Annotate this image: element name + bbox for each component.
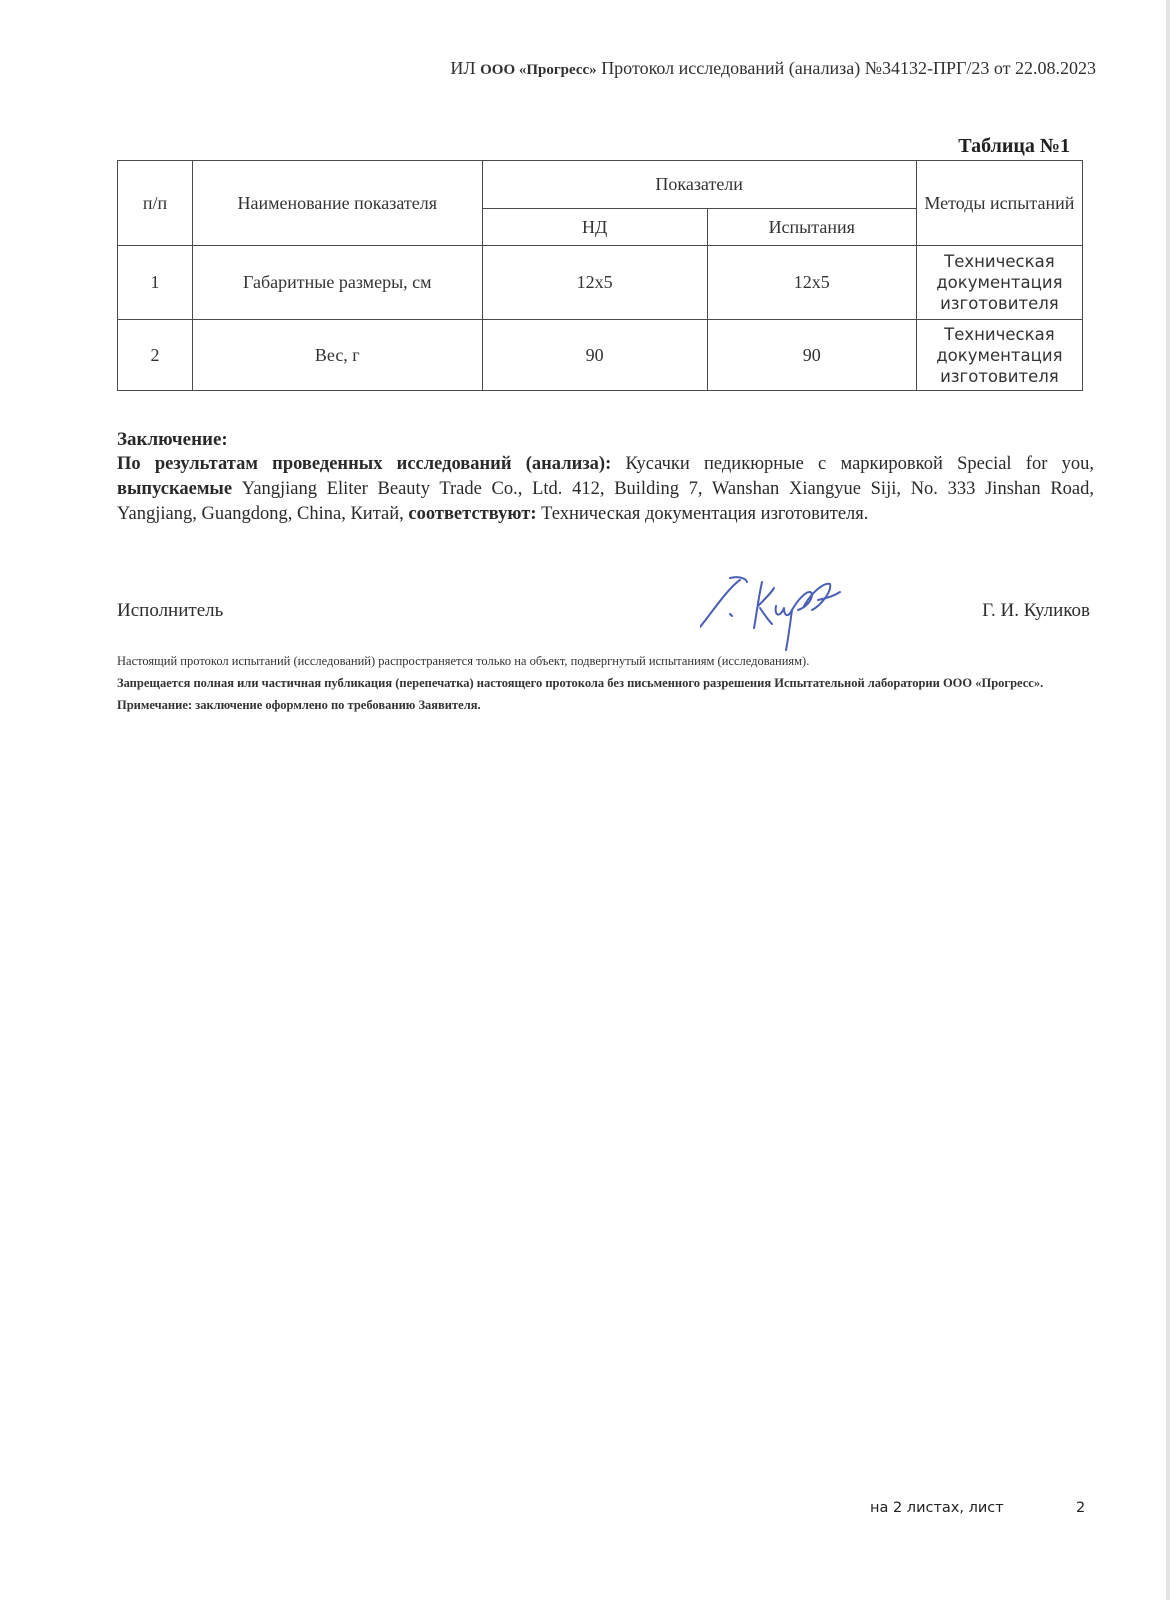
header-num: п/п (118, 161, 193, 246)
table-row (118, 320, 1083, 391)
note-prohibition: Запрещается полная или частичная публикация (перепечатка) настоящего протокола без письменного разрешения Испытательной лаборатории ООО «Прогресс». (117, 676, 1044, 690)
issued-label: выпускаемые (117, 479, 233, 499)
row-num: 2 (118, 320, 193, 391)
protocol-number: Протокол исследований (анализа) №34132-ПРГ/23 от 22.08.2023 (596, 58, 1096, 78)
header-name: Наименование показателя (193, 161, 482, 246)
organization-name: ООО «Прогресс» (480, 62, 597, 78)
row-method: Техническая документация изготовителя (916, 320, 1082, 391)
lab-prefix: ИЛ (450, 58, 481, 78)
conform-label: соответствуют: (408, 504, 537, 524)
row-test: 90 (707, 320, 916, 391)
results-table (117, 160, 1083, 391)
table-title: Таблица №1 (958, 135, 1070, 157)
header-methods: Методы испытаний (916, 161, 1082, 246)
table-header-row (118, 161, 1083, 209)
conclusion-product: Кусачки педикюрные с маркировкой Special for you, (611, 454, 1094, 474)
header-test: Испытания (707, 209, 916, 246)
page-edge (1166, 0, 1170, 1600)
signer-role: Исполнитель (117, 600, 224, 621)
row-name: Вес, г (193, 320, 482, 391)
row-method: Техническая документация изготовителя (916, 246, 1082, 320)
row-nd: 90 (482, 320, 707, 391)
document-header (0, 58, 1096, 79)
table-row (118, 246, 1083, 320)
signer-name: Г. И. Куликов (982, 600, 1090, 621)
row-test: 12х5 (707, 246, 916, 320)
note-scope: Настоящий протокол испытаний (исследований) распространяется только на объект, подвергнутый испытаниям (исследованиям). (117, 654, 810, 668)
conclusion-title: Заключение: (117, 429, 228, 450)
conclusion-section (117, 427, 1094, 527)
page-number: 2 (1076, 1500, 1086, 1516)
conclusion-standard: Техническая документация изготовителя. (536, 504, 869, 524)
row-name: Габаритные размеры, см (193, 246, 482, 320)
notes-section (117, 650, 1077, 716)
conclusion-text (117, 452, 1094, 527)
header-nd: НД (482, 209, 707, 246)
row-nd: 12х5 (482, 246, 707, 320)
manufacturer: Yangjiang Eliter Beauty Trade Co., Ltd. 412, Building 7, Wanshan Xiangyue Siji, No. 333 Jinshan Road, Yangjiang, Guangdong, China, Китай, (117, 479, 1094, 524)
note-remark: Примечание: заключение оформлено по требованию Заявителя. (117, 698, 481, 712)
sheets-info: на 2 листах, лист (870, 1500, 1004, 1516)
header-indicators: Показатели (482, 161, 916, 209)
conclusion-lead: По результатам проведенных исследований (анализа): (117, 454, 612, 474)
row-num: 1 (118, 246, 193, 320)
